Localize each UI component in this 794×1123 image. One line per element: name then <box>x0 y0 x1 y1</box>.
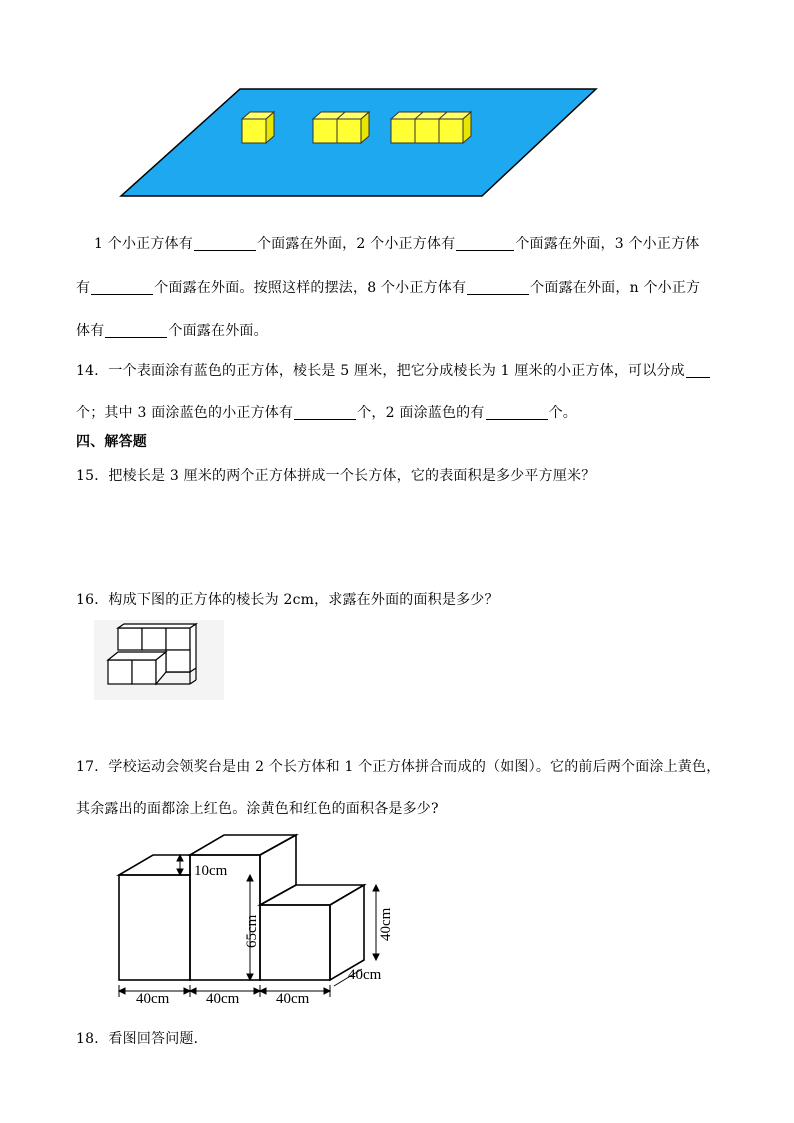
cube-group-2 <box>313 112 369 143</box>
q18-text: 18．看图回答问题． <box>76 1031 208 1047</box>
dim-label-w3: 40cm <box>276 991 310 1007</box>
q16-text: 16．构成下图的正方体的棱长为 2cm，求露在外面的面积是多少？ <box>76 592 499 608</box>
q17-line-1: 17．学校运动会领奖台是由 2 个长方体和 1 个正方体拼合而成的（如图）。它的前后两个面涂上黄色， <box>76 759 721 775</box>
dim-label-w1: 40cm <box>136 991 170 1007</box>
answer-blank[interactable] <box>105 323 167 338</box>
q13-line-1: 1 个小正方体有 个面露在外面，2 个小正方体有 个面露在外面，3 个小正方体 <box>94 236 700 252</box>
answer-blank[interactable] <box>486 405 548 420</box>
answer-blank[interactable] <box>686 363 710 378</box>
dim-label-depth: 40cm <box>348 967 382 983</box>
dim-label-height: 65cm <box>244 914 260 948</box>
answer-blank[interactable] <box>294 405 356 420</box>
q13-line-3: 体有 个面露在外面。 <box>76 323 268 339</box>
dim-label-w2: 40cm <box>206 991 240 1007</box>
answer-blank[interactable] <box>467 280 529 295</box>
dim-label-right: 40cm <box>378 907 394 941</box>
q14-line-1: 14．一个表面涂有蓝色的正方体，棱长是 5 厘米，把它分成棱长为 1 厘米的小正方体，可以分成 <box>76 360 711 380</box>
q17-line-2: 其余露出的面都涂上红色。涂黄色和红色的面积各是多少? <box>76 801 439 817</box>
answer-blank[interactable] <box>194 236 256 251</box>
q13-line-2: 有 个面露在外面。按照这样的摆法，8 个小正方体有 个面露在外面，n 个小正方 <box>76 280 701 296</box>
dim-label-top: 10cm <box>194 863 228 879</box>
cube-stack-figure <box>94 620 224 700</box>
cube-group-1 <box>242 112 274 143</box>
q15-text: 15．把棱长是 3 厘米的两个正方体拼成一个长方体，它的表面积是多少平方厘米？ <box>76 468 596 484</box>
q14-line-2: 个；其中 3 面涂蓝色的小正方体有 个，2 面涂蓝色的有 个。 <box>76 405 577 421</box>
answer-blank[interactable] <box>91 280 153 295</box>
section-title: 四、解答题 <box>76 434 147 450</box>
cube-group-3 <box>391 112 471 143</box>
answer-blank[interactable] <box>456 236 514 251</box>
cube-arrangement-figure <box>0 0 794 210</box>
podium-figure <box>108 833 408 1008</box>
